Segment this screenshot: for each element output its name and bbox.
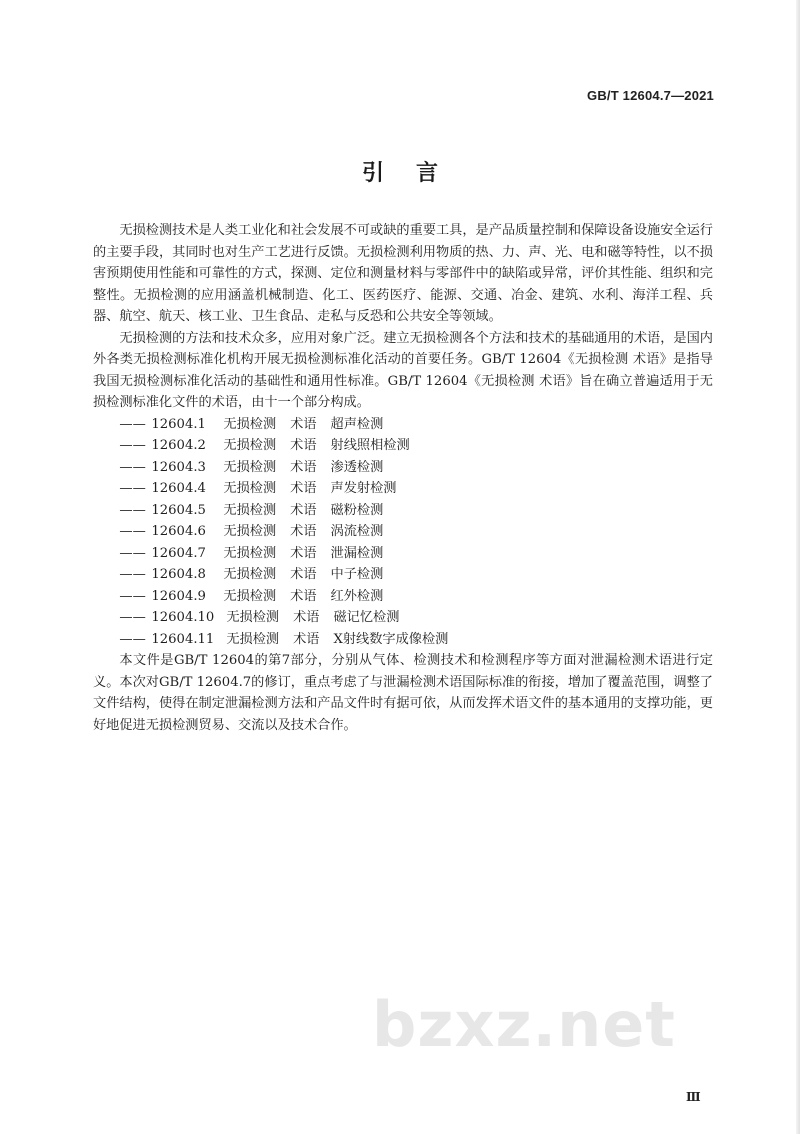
watermark: bzxz.net — [372, 988, 676, 1061]
list-item: —— 12604.1 无损检测 术语 超声检测 — [119, 416, 384, 432]
list-item: —— 12604.5 无损检测 术语 磁粉检测 — [119, 502, 384, 518]
list-item: —— 12604.8 无损检测 术语 中子检测 — [119, 567, 384, 582]
list-item: —— 12604.9 无损检测 术语 红外检测 — [119, 588, 384, 604]
list-item: —— 12604.10 无损检测 术语 磁记忆检测 — [119, 610, 400, 625]
list-item: —— 12604.7 无损检测 术语 泄漏检测 — [119, 545, 384, 561]
intro-paragraph-1: 无损检测技术是人类工业化和社会发展不可或缺的重要工具，是产品质量控制和保障设备设施安全运行的主要手段，其同时也对生产工艺进行反馈。无损检测利用物质的热、力、声、光、电和磁等特性，以不损害预期使用性能和可靠性的方式，探测、定位和测量材料与零部件中的缺陷或异常，评价其性能、组织和完整性。无损检测的应用涵盖机械制造、化工、医药医疗、能源、交通、冶金、建筑、水利、海洋工程、兵器、航空、航天、核工业、卫生食品、走私与反恐和公共安全等领域。 — [93, 223, 713, 324]
intro-paragraph-2: 无损检测的方法和技术众多，应用对象广泛。建立无损检测各个方法和技术的基础通用的术语，是国内外各类无损检测标准化机构开展无损检测标准化活动的首要任务。GB/T 12604《无损检测 术语》是指导我国无损检测标准化活动的基础性和通用性标准。GB/T 12604《无损检测 术语》旨在确立普遍适用于无损检测标准化文件的术语，由十一个部分构成。 — [93, 330, 713, 410]
page-title: 引言 — [361, 161, 470, 186]
document-body — [93, 220, 713, 736]
list-item: —— 12604.3 无损检测 术语 渗透检测 — [119, 459, 384, 475]
list-item: —— 12604.2 无损检测 术语 射线照相检测 — [119, 438, 410, 453]
list-item: —— 12604.6 无损检测 术语 涡流检测 — [119, 524, 384, 539]
parts-list — [93, 414, 713, 651]
list-item: —— 12604.11 无损检测 术语 X射线数字成像检测 — [119, 631, 449, 647]
standard-code: GB/T 12604.7—2021 — [587, 88, 714, 103]
list-item: —— 12604.4 无损检测 术语 声发射检测 — [119, 481, 397, 496]
closing-paragraph: 本文件是GB/T 12604的第7部分，分别从气体、检测技术和检测程序等方面对泄漏检测术语进行定义。本次对GB/T 12604.7的修订，重点考虑了与泄漏检测术语国际标准的衔接，增加了覆盖范围，调整了文件结构，使得在制定泄漏检测方法和产品文件时有据可依，从而发挥术语文件的基本通用的支撑功能，更好地促进无损检测贸易、交流以及技术合作。 — [93, 653, 713, 733]
page-number: Ⅲ — [686, 1090, 701, 1104]
